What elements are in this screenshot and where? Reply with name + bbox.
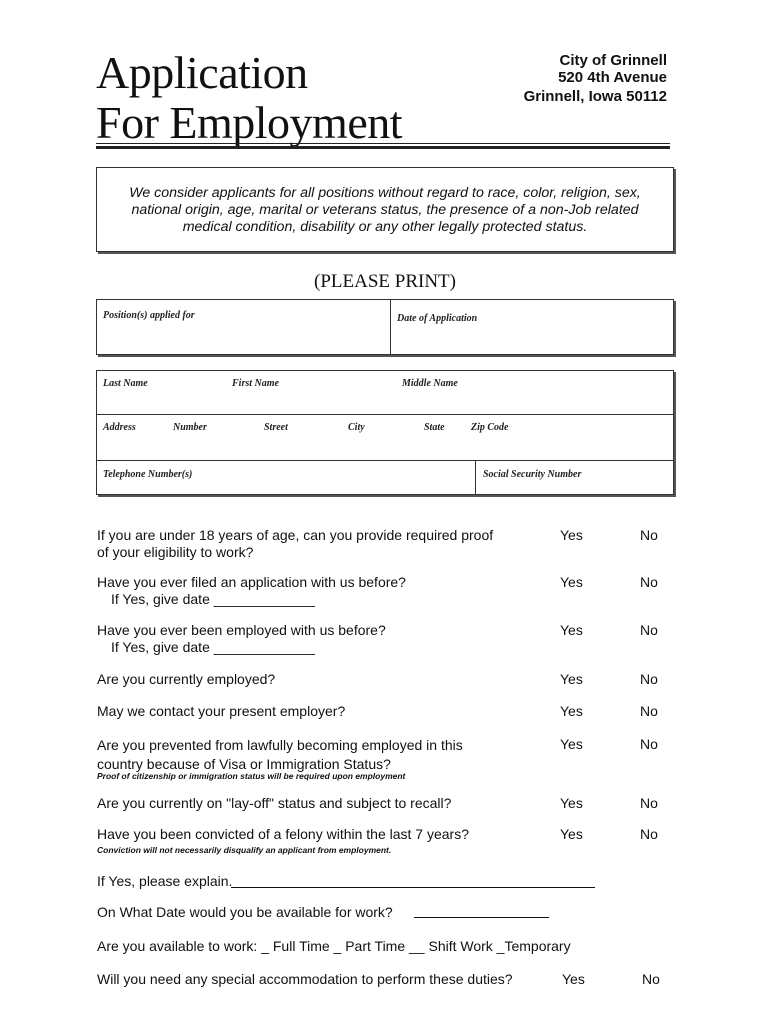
q5-yes-option[interactable]: Yes	[560, 703, 583, 719]
number-label: Number	[173, 422, 207, 433]
date-of-application-field[interactable]	[397, 326, 667, 352]
question-filed-before-line1: Have you ever filed an application with us before?	[97, 574, 406, 590]
question-under-18	[97, 527, 493, 561]
question-employed-before-line1: Have you ever been employed with us before?	[97, 622, 386, 638]
last-name-label: Last Name	[103, 378, 148, 389]
filed-before-date-line[interactable]: If Yes, give date _____________	[111, 591, 315, 607]
question-visa-status	[97, 736, 463, 774]
question-currently-employed: Are you currently employed?	[97, 671, 276, 687]
position-date-box	[96, 299, 674, 355]
q6-yes-option[interactable]: Yes	[560, 736, 583, 752]
q2-yes-option[interactable]: Yes	[560, 574, 583, 590]
eeo-statement-box	[96, 167, 674, 252]
address-field[interactable]	[103, 435, 663, 457]
phone-ssn-divider	[475, 460, 476, 494]
q8-no-option[interactable]: No	[640, 826, 658, 842]
q1-no-option[interactable]: No	[640, 527, 658, 543]
first-name-label: First Name	[232, 378, 279, 389]
q4-yes-option[interactable]: Yes	[560, 671, 583, 687]
q2-no-option[interactable]: No	[640, 574, 658, 590]
accommodation-yes-option[interactable]: Yes	[562, 971, 585, 987]
form-title-line2: For Employment	[96, 97, 403, 148]
address-label: Address	[103, 422, 136, 433]
name-field[interactable]	[103, 391, 663, 411]
question-under-18-line1: If you are under 18 years of age, can you provide required proof	[97, 527, 494, 543]
q3-yes-option[interactable]: Yes	[560, 622, 583, 638]
available-date-field[interactable]	[414, 902, 549, 918]
citizenship-proof-note: Proof of citizenship or immigration status will be required upon employment	[97, 771, 406, 781]
explain-label: If Yes, please explain.	[97, 873, 233, 889]
city-label: City	[348, 422, 365, 433]
ssn-label: Social Security Number	[483, 469, 582, 480]
header-rule-thin	[96, 143, 670, 144]
conviction-note: Conviction will not necessarily disqualify an applicant from employment.	[97, 845, 392, 855]
header-rule-thick	[96, 146, 670, 149]
eeo-statement: We consider applicants for all positions without regard to race, color, religion, sex, national origin, age, marital or veterans status, the presence of a non-Job related medical condition, disability or any other legally protected status.	[129, 185, 641, 235]
org-street: 520 4th Avenue	[558, 69, 667, 86]
question-employed-before	[97, 622, 386, 656]
positions-label: Position(s) applied for	[103, 310, 195, 321]
middle-name-label: Middle Name	[402, 378, 458, 389]
question-lay-off: Are you currently on "lay-off" status and subject to recall?	[97, 795, 452, 811]
q7-yes-option[interactable]: Yes	[560, 795, 583, 811]
q8-yes-option[interactable]: Yes	[560, 826, 583, 842]
please-print-note: (PLEASE PRINT)	[314, 271, 456, 292]
date-of-application-label: Date of Application	[397, 313, 478, 324]
available-date-label: On What Date would you be available for work?	[97, 904, 393, 920]
zip-code-label: Zip Code	[471, 422, 509, 433]
ssn-field[interactable]	[587, 463, 667, 491]
box-divider	[390, 300, 391, 354]
q1-yes-option[interactable]: Yes	[560, 527, 583, 543]
availability-types[interactable]: Are you available to work: _ Full Time _ Part Time __ Shift Work _Temporary	[97, 938, 571, 954]
question-contact-employer: May we contact your present employer?	[97, 703, 346, 719]
telephone-label: Telephone Number(s)	[103, 469, 193, 480]
q6-no-option[interactable]: No	[640, 736, 658, 752]
question-filed-before	[97, 574, 406, 608]
row-divider-2	[97, 460, 673, 461]
q7-no-option[interactable]: No	[640, 795, 658, 811]
org-address	[524, 52, 667, 105]
form-title-line1: Application	[96, 47, 308, 98]
question-visa-status-line2: country because of Visa or Immigration Status?	[97, 756, 391, 772]
q3-no-option[interactable]: No	[640, 622, 658, 638]
state-label: State	[424, 422, 445, 433]
row-divider-1	[97, 414, 673, 415]
explain-field[interactable]	[231, 872, 595, 888]
positions-field[interactable]	[103, 324, 383, 352]
street-label: Street	[264, 422, 288, 433]
employed-before-date-line[interactable]: If Yes, give date _____________	[111, 639, 315, 655]
q5-no-option[interactable]: No	[640, 703, 658, 719]
org-city: Grinnell, Iowa 50112	[523, 88, 667, 105]
org-name: City of Grinnell	[559, 52, 667, 69]
telephone-field[interactable]	[207, 463, 467, 491]
accommodation-no-option[interactable]: No	[642, 971, 660, 987]
q4-no-option[interactable]: No	[640, 671, 658, 687]
question-accommodation: Will you need any special accommodation to perform these duties?	[97, 971, 513, 987]
question-visa-status-line1: Are you prevented from lawfully becoming employed in this	[97, 737, 463, 753]
question-felony: Have you been convicted of a felony within the last 7 years?	[97, 826, 469, 842]
personal-info-box	[96, 370, 674, 495]
question-under-18-line2: of your eligibility to work?	[97, 544, 254, 560]
